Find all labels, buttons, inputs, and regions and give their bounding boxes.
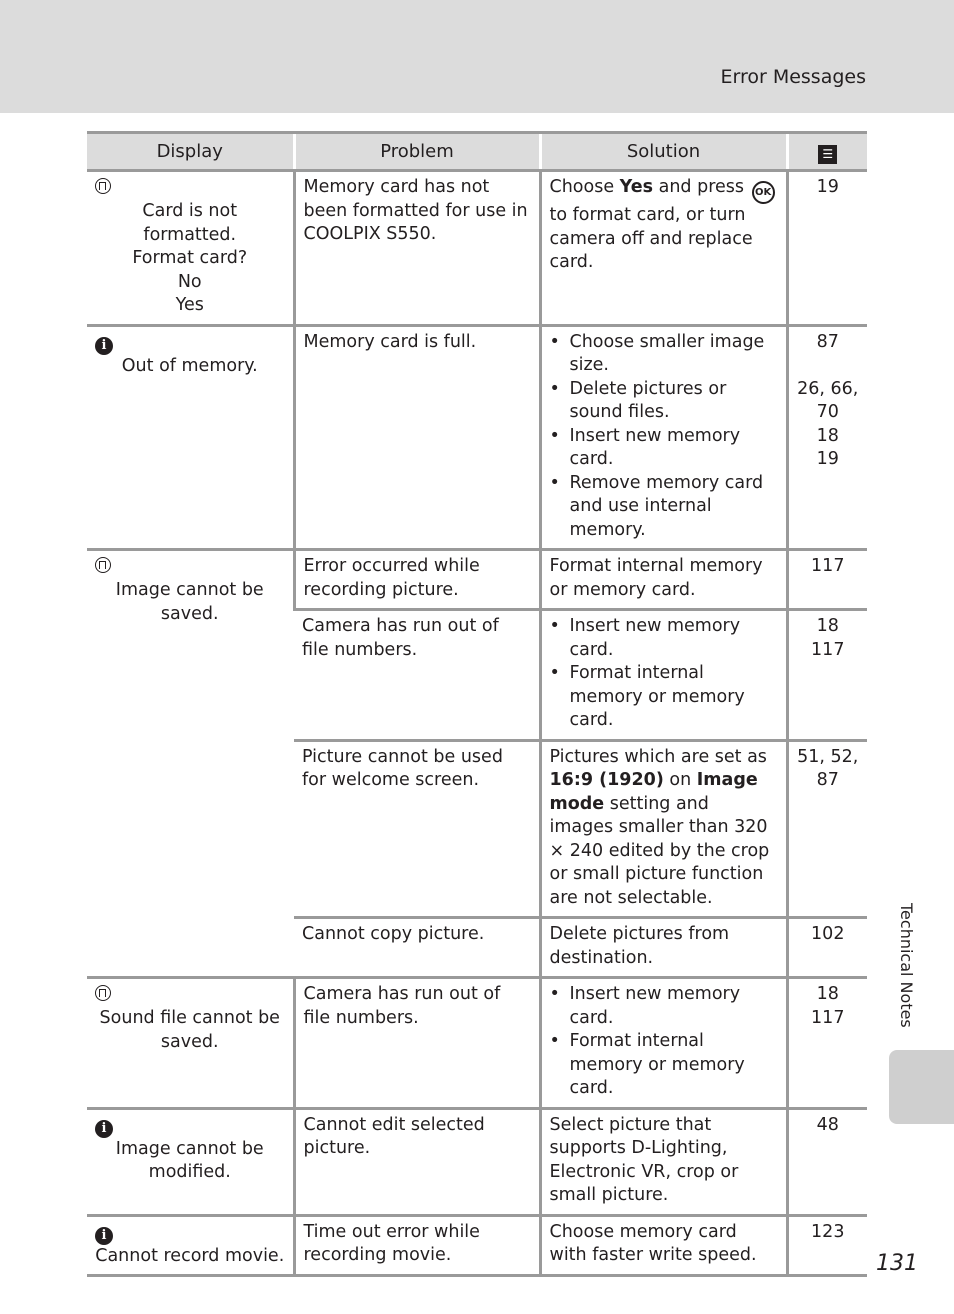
table-row <box>87 1108 867 1215</box>
solution-cell: Delete pictures from destination. <box>540 918 787 978</box>
table-header-row <box>87 133 867 171</box>
solution-cell: • Choose smaller image size. • Delete pictures or sound files. • Insert new memory card. • Remove memory card and use internal memory. <box>540 325 787 550</box>
ok-button-icon: OK <box>752 181 775 204</box>
page-cell: 19 <box>787 171 867 326</box>
solution-cell: Choose memory card with faster write speed. <box>540 1215 787 1276</box>
page-cell: 117 <box>787 550 867 610</box>
page-cell: 18 117 <box>787 978 867 1109</box>
display-cell: i Image cannot be modified. <box>87 1108 294 1215</box>
card-icon <box>95 985 111 1001</box>
problem-cell: Cannot copy picture. <box>294 918 540 978</box>
page-cell: 18 117 <box>787 610 867 741</box>
header-band <box>0 0 954 113</box>
info-icon: i <box>95 1227 113 1245</box>
header-solution: Solution <box>540 133 787 171</box>
table-row <box>87 171 867 326</box>
problem-cell: Camera has run out of file numbers. <box>294 610 540 741</box>
solution-cell: Choose Yes and press OK to format card, or turn camera off and replace card. <box>540 171 787 326</box>
problem-cell: Error occurred while recording picture. <box>294 550 540 610</box>
page-cell: 87 26, 66, 70 18 19 <box>787 325 867 550</box>
page-cell: 48 <box>787 1108 867 1215</box>
section-title: Error Messages <box>720 66 866 88</box>
card-icon <box>95 557 111 573</box>
problem-cell: Memory card has not been formatted for use in COOLPIX S550. <box>294 171 540 326</box>
table-row <box>87 550 867 610</box>
display-cell: i Out of memory. <box>87 325 294 550</box>
header-problem: Problem <box>294 133 540 171</box>
table-row <box>87 978 867 1109</box>
table-row <box>87 1215 867 1276</box>
solution-cell: Select picture that supports D-Lighting, Electronic VR, crop or small picture. <box>540 1108 787 1215</box>
problem-cell: Picture cannot be used for welcome screen. <box>294 740 540 918</box>
page-cell: 51, 52, 87 <box>787 740 867 918</box>
display-cell: Card is not formatted. Format card? No Yes <box>87 171 294 326</box>
problem-cell: Cannot edit selected picture. <box>294 1108 540 1215</box>
card-icon <box>95 178 111 194</box>
solution-cell: Pictures which are set as 16:9 (1920) on Image mode setting and images smaller than 320 × 240 edited by the crop or small picture function are not selectable. <box>540 740 787 918</box>
solution-cell: Format internal memory or memory card. <box>540 550 787 610</box>
page-cell: 102 <box>787 918 867 978</box>
solution-cell: • Insert new memory card. • Format internal memory or memory card. <box>540 610 787 741</box>
reference-page-icon: ☰ <box>818 145 837 164</box>
problem-cell: Time out error while recording movie. <box>294 1215 540 1276</box>
display-cell: Image cannot be saved. <box>87 550 294 978</box>
problem-cell: Camera has run out of file numbers. <box>294 978 540 1109</box>
problem-cell: Memory card is full. <box>294 325 540 550</box>
error-messages-table <box>87 131 867 1277</box>
side-tab <box>889 1050 954 1124</box>
table-row <box>87 325 867 550</box>
side-section-label: Technical Notes <box>897 903 916 1028</box>
display-cell: i Cannot record movie. <box>87 1215 294 1276</box>
info-icon: i <box>95 337 113 355</box>
header-display: Display <box>87 133 294 171</box>
page-cell: 123 <box>787 1215 867 1276</box>
solution-cell: • Insert new memory card. • Format internal memory or memory card. <box>540 978 787 1109</box>
info-icon: i <box>95 1120 113 1138</box>
header-page <box>787 133 867 171</box>
display-cell: Sound file cannot be saved. <box>87 978 294 1109</box>
page-number: 131 <box>876 1251 918 1276</box>
